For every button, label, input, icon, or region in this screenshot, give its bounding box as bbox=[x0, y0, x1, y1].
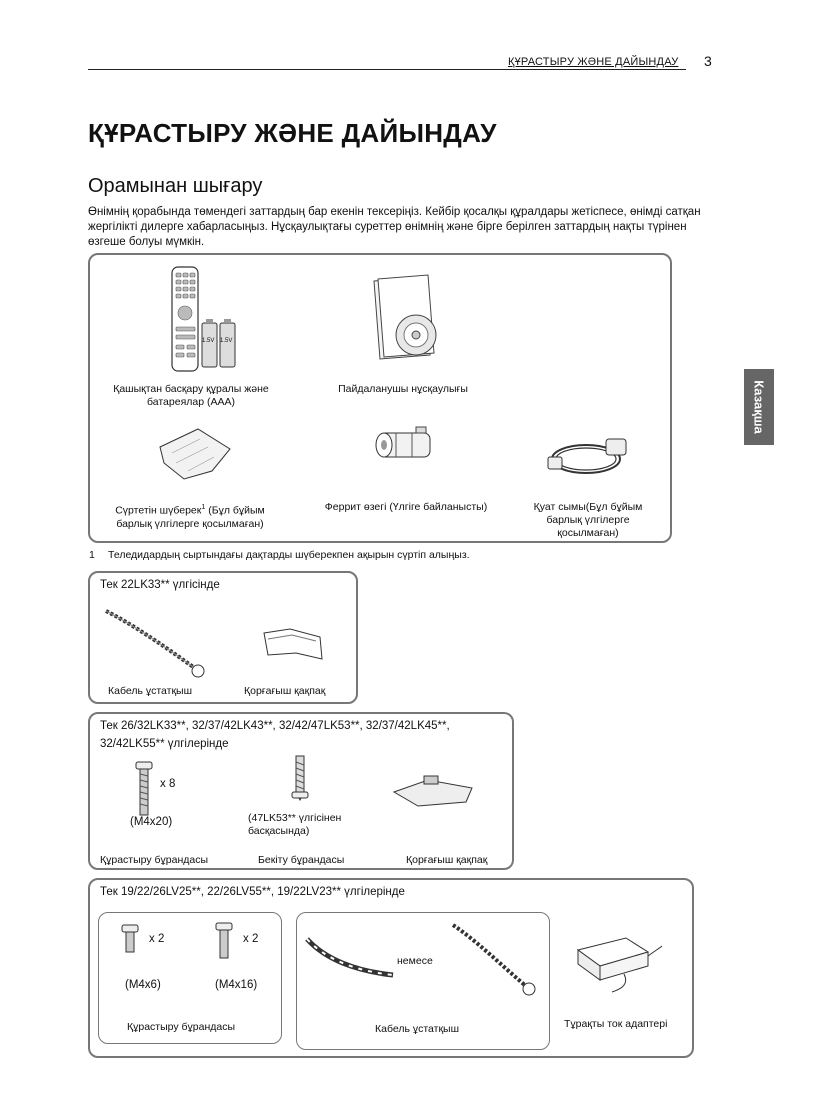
box4-or-text: немесе bbox=[397, 955, 433, 967]
ferrite-caption: Феррит өзегі (Үлгіге байланысты) bbox=[324, 501, 488, 513]
box3-heading-line1: Тек 26/32LK33**, 32/37/42LK43**, 32/42/47LK53**, 32/37/42LK45**, bbox=[100, 720, 450, 732]
box3-heading-line2: 32/42LK55** үлгілерінде bbox=[100, 738, 229, 750]
header-rule bbox=[88, 69, 686, 70]
power-cord-caption: Қуат сымы(Бұл бұйым барлық үлгілерге қосылмаған) bbox=[533, 501, 643, 539]
cloth-caption-main: Сүртетін шүберек bbox=[115, 504, 202, 517]
manual-caption: Пайдаланушы нұсқаулығы bbox=[338, 383, 468, 395]
box2-cover-label: Қорғағыш қақпақ bbox=[244, 685, 326, 697]
header-section-title: ҚҰРАСТЫРУ ЖӘНЕ ДАЙЫНДАУ bbox=[508, 56, 679, 68]
language-side-tab[interactable] bbox=[744, 369, 774, 445]
box4-adapter-label: Тұрақты ток адаптері bbox=[564, 1018, 668, 1030]
assembly-screw-m4x6-icon bbox=[121, 923, 139, 955]
fixing-screw-icon bbox=[288, 752, 312, 804]
box4-size1: (M4x6) bbox=[125, 979, 161, 991]
cleaning-cloth-icon bbox=[154, 423, 234, 481]
box-22lk33 bbox=[88, 571, 358, 704]
cable-tie-icon bbox=[447, 921, 537, 997]
box4-cable-holder-subbox bbox=[296, 912, 550, 1050]
footnote-text: Теледидардың сыртындағы дақтарды шүберекпен ақырын сүртіп алыңыз. bbox=[108, 549, 470, 561]
box3-note: (47LK53** үлгісінен басқасында) bbox=[248, 812, 342, 837]
box-lk-models bbox=[88, 712, 514, 870]
cable-holder-icon bbox=[100, 603, 210, 683]
cloth-caption-rest: (Бұл бұйым барлық үлгілерге қосылмаған) bbox=[116, 504, 265, 530]
box4-assembly-screw-label: Құрастыру бұрандасы bbox=[127, 1021, 236, 1033]
box4-heading: Тек 19/22/26LV25**, 22/26LV55**, 19/22LV23** үлгілерінде bbox=[100, 886, 405, 898]
header-page-number: 3 bbox=[704, 53, 712, 69]
cloth-caption bbox=[100, 501, 280, 531]
box4-size2: (M4x16) bbox=[215, 979, 258, 991]
remote-control-icon bbox=[164, 265, 244, 375]
box4-qty1: x 2 bbox=[149, 933, 165, 945]
box3-cover-label: Қорғағыш қақпақ bbox=[406, 854, 488, 866]
power-cord-icon bbox=[546, 431, 636, 483]
remote-caption: Қашықтан басқару құралы және батареялар (AAA) bbox=[113, 383, 269, 408]
box3-assembly-screw-label: Құрастыру бұрандасы bbox=[100, 854, 209, 866]
box2-cable-holder-label: Кабель ұстатқыш bbox=[108, 685, 193, 697]
box2-heading: Тек 22LK33** үлгісінде bbox=[100, 579, 220, 591]
box-lv-models bbox=[88, 878, 694, 1058]
cloth-footnote-mark: 1 bbox=[201, 504, 206, 511]
ferrite-core-icon bbox=[372, 421, 440, 471]
battery-label-1: 1.5V bbox=[202, 338, 215, 344]
box4-qty2: x 2 bbox=[243, 933, 259, 945]
box3-protective-cover-icon bbox=[388, 774, 478, 810]
box3-qty: x 8 bbox=[160, 778, 176, 790]
box3-size: (M4x20) bbox=[130, 816, 173, 828]
assembly-screw-m4x20-icon bbox=[132, 760, 156, 818]
intro-paragraph: Өнімнің қорабында төмендегі заттардың бар екенін тексеріңіз. Кейбір қосалқы құралдары жетіспесе, өнімді сатқан жергілікті дилерге хабарласыңыз. Нұсқаулықтағы суреттер өнімнің және бірге берілген заттардың нақты түрінен өзгеше болуы мүмкін. bbox=[88, 206, 701, 248]
dc-adapter-icon bbox=[568, 930, 664, 996]
box3-fixing-screw-label: Бекіту бұрандасы bbox=[258, 854, 345, 866]
footnote-number: 1 bbox=[89, 549, 95, 561]
page-title: ҚҰРАСТЫРУ ЖӘНЕ ДАЙЫНДАУ bbox=[88, 118, 497, 148]
cable-clip-icon bbox=[305, 935, 395, 985]
main-contents-box bbox=[88, 253, 672, 543]
assembly-screw-m4x16-icon bbox=[215, 921, 233, 961]
protective-cover-icon bbox=[260, 625, 330, 665]
user-manual-icon bbox=[368, 273, 448, 363]
battery-label-2: 1.5V bbox=[220, 338, 233, 344]
box4-cable-holder-label: Кабель ұстатқыш bbox=[375, 1023, 460, 1035]
section-subtitle: Орамынан шығару bbox=[88, 175, 263, 197]
side-tab-label: Казақша bbox=[751, 380, 767, 434]
box4-screws-subbox bbox=[98, 912, 282, 1044]
